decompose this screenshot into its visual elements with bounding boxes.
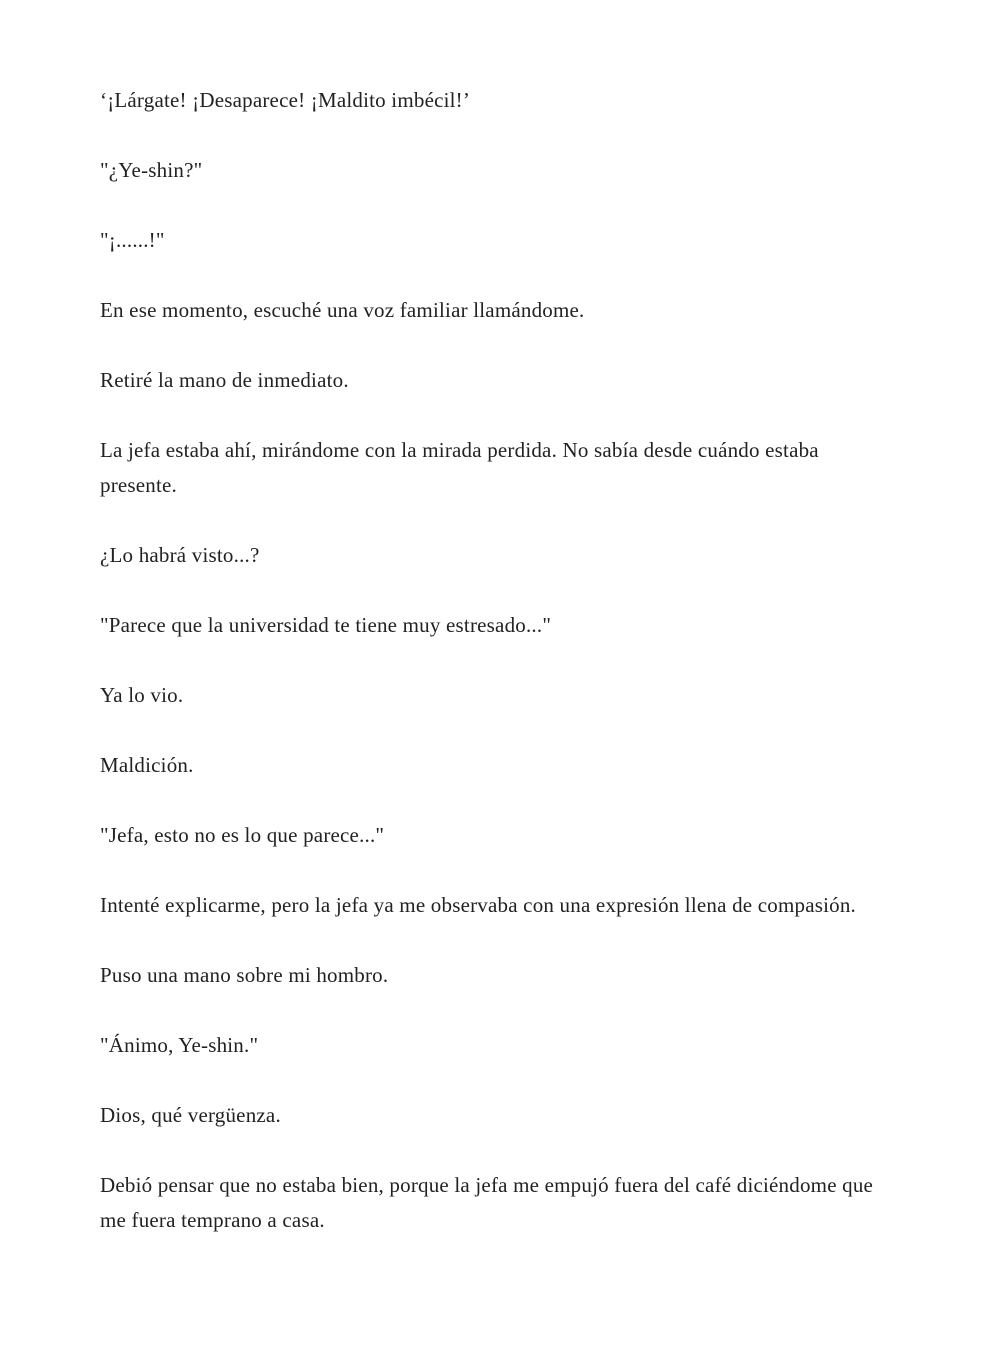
paragraph: "¡......!" bbox=[100, 228, 165, 252]
paragraph: La jefa estaba ahí, mirándome con la mirada perdida. No sabía desde cuándo estaba presente. bbox=[100, 438, 819, 497]
paragraph: ¿Lo habrá visto...? bbox=[100, 543, 260, 567]
paragraph: Intenté explicarme, pero la jefa ya me observaba con una expresión llena de compasión. bbox=[100, 893, 856, 917]
paragraph: Maldición. bbox=[100, 753, 194, 777]
paragraph: Debió pensar que no estaba bien, porque la jefa me empujó fuera del café diciéndome que me fuera temprano a casa. bbox=[100, 1173, 874, 1232]
paragraph: "¿Ye-shin?" bbox=[100, 158, 203, 182]
paragraph: "Ánimo, Ye-shin." bbox=[100, 1033, 259, 1057]
paragraph: Puso una mano sobre mi hombro. bbox=[100, 963, 389, 987]
paragraph: Ya lo vio. bbox=[100, 683, 184, 707]
paragraph: Dios, qué vergüenza. bbox=[100, 1103, 281, 1127]
paragraph: "Parece que la universidad te tiene muy estresado..." bbox=[100, 613, 552, 637]
paragraph: En ese momento, escuché una voz familiar llamándome. bbox=[100, 298, 585, 322]
paragraph: "Jefa, esto no es lo que parece..." bbox=[100, 823, 385, 847]
paragraph: Retiré la mano de inmediato. bbox=[100, 368, 349, 392]
paragraph: ‘¡Lárgate! ¡Desaparece! ¡Maldito imbécil!’ bbox=[100, 88, 471, 112]
